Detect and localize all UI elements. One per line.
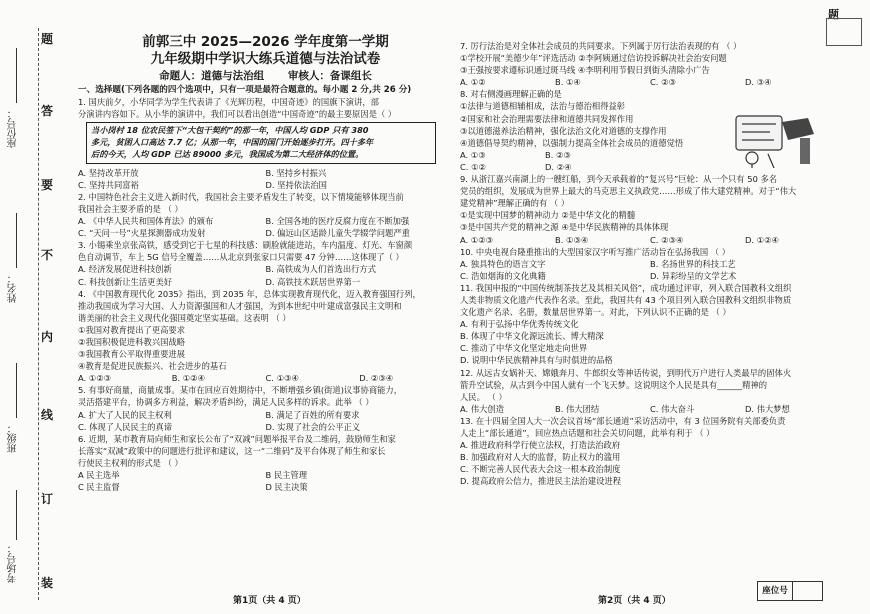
- option[interactable]: C. 体现了人民民主的真谛: [78, 421, 173, 432]
- statement-item: ①学校开展“美德少年”评选活动 ②李阿姨通过信访投诉解决社会治安问题: [460, 53, 727, 64]
- exam-room-field: 考场号：: [8, 543, 19, 583]
- option[interactable]: A. 推进政府科学行使立法权，打造法治政府: [460, 440, 621, 451]
- option[interactable]: C. 不断完善人民代表大会这一根本政治制度: [460, 464, 621, 475]
- answer-options: [78, 179, 453, 191]
- question-text: 8. 对右侧漫画理解正确的是: [460, 89, 562, 100]
- question-text: 建党精神”理解正确的有 （ ）: [460, 198, 570, 209]
- name-field: 姓名：: [8, 273, 19, 303]
- option[interactable]: C. 推动了中华文化坚定地走向世界: [460, 343, 588, 354]
- option[interactable]: A. 独具特色的语言文字: [460, 258, 546, 269]
- answer-options: [78, 469, 453, 481]
- binding-strip: [2, 28, 54, 600]
- class-blank[interactable]: [16, 363, 17, 418]
- question-text: 长落实“双减”政策中的问题进行批评和建议，这一“二维码”及平台体现了师生和家长: [78, 445, 386, 456]
- answer-options: [78, 409, 453, 421]
- option[interactable]: C. ①②: [460, 161, 486, 172]
- statement-item: ③是中国共产党的精神之源 ④是中华民族精神的具体体现: [460, 222, 669, 233]
- corner-mark: 题: [828, 8, 839, 21]
- statement-item: ①我国对教育提出了更高要求: [78, 324, 186, 335]
- option[interactable]: B. 满足了百姓的所有要求: [265, 409, 360, 420]
- page-number-1: 第1页（共 4 页）: [233, 596, 306, 606]
- cartoon-figure-head: [746, 152, 758, 164]
- question-text: 3. 小锡乘坐京张高铁，感受到它于七星的科技感：刷脸就能进站，车内温度、灯光、车窗颜: [78, 240, 413, 251]
- question-text: 5. 有事好商量，商量成事。某市在回应百姓期待中，不断增强乡镇(街道)议事协商能力，: [78, 385, 403, 396]
- option[interactable]: D. 实现了社会的公平正义: [265, 421, 361, 432]
- answer-options: [460, 161, 630, 173]
- statement-item: ②国家和社会治理需要法律和道德共同发挥作用: [460, 113, 634, 124]
- binding-dashed-line: [38, 28, 39, 600]
- exam-credits: [78, 68, 453, 84]
- question-text: 行使民主权利的形式是 （ ）: [78, 457, 183, 468]
- statement-item: ①法律与道德相辅相成，法治与德治相得益彰: [460, 101, 626, 112]
- quote-line: 多元，贫困人口高达 7.7 亿；从那一年，中国的国门开始逐步打开。四十多年: [91, 137, 374, 148]
- statement-item: ④道德倡导契约精神，以强制力提高全体社会成员的道德觉悟: [460, 137, 684, 148]
- page-number-2: 第2页（共 4 页）: [598, 596, 671, 606]
- answer-options: [78, 215, 453, 227]
- option[interactable]: A. ①②③: [460, 234, 494, 245]
- question-text: 4. 《中国教育现代化 2035》指出，到 2035 年，总体实现教育现代化，迈入教育强国行列，: [78, 288, 421, 299]
- option[interactable]: A. 扩大了人民的民主权利: [78, 409, 172, 420]
- option[interactable]: B. ①④: [555, 77, 581, 88]
- option[interactable]: D. 高铁技术跃居世界第一: [265, 276, 361, 287]
- option[interactable]: A. 经济发展促进科技创新: [78, 264, 172, 275]
- cartoon-post: [800, 138, 810, 164]
- binding-word: 不: [40, 248, 53, 262]
- question-text: 人类非物质文化遗产代表作名录。至此，我国共有 43 个项目列入联合国教科文组织非物质: [460, 294, 792, 305]
- option[interactable]: A 民主选举: [78, 470, 120, 481]
- option[interactable]: C 民主监督: [78, 482, 120, 493]
- option[interactable]: C. ①③④: [265, 373, 299, 384]
- question-text: 我国社会主要矛盾的是 （ ）: [78, 203, 183, 214]
- binding-word: 内: [40, 330, 53, 344]
- option[interactable]: C. 浩如烟海的文化典籍: [460, 270, 546, 281]
- answer-options: [78, 227, 453, 239]
- option[interactable]: D. 说明中华民族精神具有与时俱进的品格: [460, 355, 613, 366]
- question-text: 11. 我国申报的“中国传统制茶技艺及其相关风俗”，成功通过评审，列入联合国教科文组织: [460, 282, 792, 293]
- answer-options: [460, 149, 630, 161]
- binding-word: 线: [40, 408, 53, 422]
- seat-number-box[interactable]: [757, 581, 823, 601]
- option[interactable]: D 民主决策: [265, 482, 308, 493]
- seat-number-label: 座位号: [758, 582, 793, 600]
- option[interactable]: D. 偏远山区适龄儿童失学辍学问题严重: [265, 228, 410, 239]
- option[interactable]: A. 《中华人民共和国体育法》的颁布: [78, 216, 214, 227]
- option[interactable]: D. 坚持依法治国: [265, 179, 327, 190]
- option[interactable]: A. 伟大创造: [460, 403, 504, 414]
- binding-word: 装: [40, 576, 53, 590]
- answer-options: [78, 481, 453, 493]
- option[interactable]: B. 坚持乡村振兴: [265, 167, 327, 178]
- question-text: 2. 中国特色社会主义进入新时代，我国社会主要矛盾发生了转变，以下情境能够体现当前: [78, 191, 404, 202]
- question-text: 13. 在十四届全国人大一次会议首场“部长通道”采访活动中，有 3 位国务院有关部委负责: [460, 415, 786, 426]
- option[interactable]: B. 全国各地的医疗反腐力度在不断加强: [265, 216, 410, 227]
- question-text: 6. 近期，某市教育局向师生和家长公布了“双减”问题举报平台及二维码，鼓励师生和家: [78, 433, 396, 444]
- question-text: 推动我国成为学习大国、人力资源强国和人才强国，为到本世纪中叶建成富强民主文明和: [78, 300, 402, 311]
- cartoon-board: [736, 116, 782, 150]
- speech-quote-box: [86, 122, 436, 163]
- author-label: 命题人：道德与法治组: [159, 70, 265, 82]
- question-text: 1. 国庆前夕，小华同学为学生代表讲了《光辉历程，中国奇迹》的国旗下演讲，部: [78, 97, 379, 108]
- statement-item: ③王强按要求遵标识通过斑马线 ④李明利用节假日到街头清除小广告: [460, 65, 710, 76]
- option[interactable]: B. ①②④: [171, 373, 206, 384]
- quote-line: 后的今天，人均 GDP 已达 89000 多元，我国成为第二大经济体的位置。: [91, 148, 364, 159]
- binding-word: 题: [40, 32, 53, 46]
- section-heading: 一、选择题(下列各题的四个选项中，只有一项是最符合题意的。每小题 2 分,共 26 分): [78, 85, 412, 95]
- question-text: 灵活搭建平台，协调多方利益，解决矛盾纠纷，满足人民多样的诉求。此举 （ ）: [78, 397, 374, 408]
- answer-options: [78, 372, 453, 384]
- option[interactable]: B. 加强政府对人大的监督，防止权力的滥用: [460, 452, 621, 463]
- option[interactable]: D. 提高政府公信力，推进民主法治建设进程: [460, 476, 622, 487]
- option[interactable]: B. 名扬世界的科技工艺: [650, 258, 736, 269]
- exam-room-blank[interactable]: [16, 490, 17, 540]
- page-1-column: [78, 34, 453, 493]
- binding-word: 要: [40, 178, 53, 192]
- option[interactable]: B. 高铁成为人们首选出行方式: [265, 264, 377, 275]
- binding-word: 订: [40, 492, 53, 506]
- question-text: 人民。 （ ）: [460, 391, 507, 402]
- answer-options: [78, 263, 453, 275]
- question-text: 文化遗产名录、名册，数量居世界第一。对此，下列认识不正确的是 （ ）: [460, 307, 731, 318]
- option[interactable]: B. 体现了中华文化源远流长、博大精深: [460, 331, 604, 342]
- option[interactable]: C. ②③④: [650, 234, 684, 245]
- question-text: 10. 中央电视台隆重推出的大型国家汉字听写推广活动旨在弘扬我国 （ ）: [460, 246, 731, 257]
- statement-item: ②我国积极促进科教兴国战略: [78, 336, 186, 347]
- question-text: 分演讲内容如下。从小华的演讲中，我们可以看出创造“中国奇迹”的最主要原因是（ ）: [78, 109, 397, 120]
- answer-options: [78, 421, 453, 433]
- question-text: 7. 厉行法治是对全体社会成员的共同要求。下列属于厉行法治表现的有 （ ）: [460, 41, 742, 51]
- answer-options: [460, 270, 840, 282]
- question-text: 9. 从浙江嘉兴南湖上的一艘红船，到今天承载着的“复兴号”巨轮：从一个只有 50 多名: [460, 174, 778, 185]
- option[interactable]: A. ①②③: [78, 373, 112, 384]
- option[interactable]: B. ②③: [545, 149, 571, 160]
- option[interactable]: D. ②③④: [359, 373, 394, 384]
- cartoon-hammer: [782, 118, 814, 140]
- option[interactable]: A. 有利于弘扬中华优秀传统文化: [460, 319, 579, 330]
- statement-item: ④教育是促进民族振兴、社会进步的基石: [78, 361, 227, 372]
- option[interactable]: D. 伟大梦想: [745, 403, 790, 414]
- class-field: 班级：: [8, 423, 19, 453]
- answer-options: [460, 76, 840, 88]
- answer-options: [460, 234, 840, 246]
- option[interactable]: A. 坚持改革开放: [78, 167, 139, 178]
- option[interactable]: B. ①③④: [555, 234, 589, 245]
- page-2-column: [460, 40, 840, 487]
- statement-item: ③我国教育公平取得重要进展: [78, 349, 186, 360]
- question-text: 人走上“部长通道”，回应热点话题和社会关切问题，此举有利于 （ ）: [460, 428, 715, 438]
- option[interactable]: D. ①②④: [745, 234, 779, 245]
- quote-line: 当小岗村 18 位农民签下“大包干契约”的那一年，中国人均 GDP 只有 380: [91, 125, 369, 136]
- exam-subtitle: 九年级期中学识大练兵道德与法治试卷: [150, 51, 381, 67]
- option[interactable]: C. “天问一号”火星探测器成功发射: [78, 228, 206, 239]
- answer-options: [460, 258, 840, 270]
- option[interactable]: D. 异彩纷呈的文学艺术: [650, 270, 737, 281]
- option[interactable]: D. ②④: [545, 161, 572, 172]
- option[interactable]: C. ②③: [650, 77, 676, 88]
- statement-item: ①是实现中国梦的精神动力 ②是中华文化的精髓: [460, 210, 636, 221]
- option[interactable]: B 民主管理: [265, 470, 308, 481]
- option[interactable]: B. 伟大团结: [555, 403, 600, 414]
- statement-item: ③以道德滋养法治精神，强化法治文化对道德的支撑作用: [460, 125, 667, 136]
- binding-word: 答: [40, 104, 53, 118]
- question-text: 色自动调节，车上 5G 信号全覆盖……从北京到张家口只需要 47 分钟……这体现了（ ）: [78, 252, 404, 263]
- question-text: 党员的组织，发展成为世界上最大的马克思主义执政党……形成了伟大建党精神。对于“伟大: [460, 186, 797, 197]
- seat-number-blank[interactable]: [16, 48, 17, 103]
- question-text: 12. 从远古女娲补天、嫦娥奔月、牛郎织女等神话传说，到明代万户进行人类最早的固体火: [460, 367, 792, 378]
- option[interactable]: C. 坚持共同富裕: [78, 179, 139, 190]
- answer-options: [78, 167, 453, 179]
- question-text: 谐美丽的社会主义现代化强国奠定坚实基础。这表明 （ ）: [78, 312, 291, 323]
- seat-number-field: 座位号：: [8, 108, 19, 148]
- answer-options: [78, 276, 453, 288]
- question-text: 箭升空试验，从古到今中国人就有一个飞天梦。这说明这个人民是具有______精神的: [460, 379, 767, 390]
- option[interactable]: A. ①③: [460, 149, 486, 160]
- option[interactable]: A. ①②: [460, 77, 486, 88]
- answer-options: [460, 403, 840, 415]
- name-blank[interactable]: [16, 213, 17, 268]
- option[interactable]: C. 伟大奋斗: [650, 403, 695, 414]
- option[interactable]: C. 科技创新让生活更美好: [78, 276, 173, 287]
- exam-title: 前郭三中 2025—2026 学年度第一学期: [142, 34, 389, 50]
- cartoon-illustration: [728, 110, 828, 168]
- reviewer-label: 审核人：备课组长: [287, 70, 372, 82]
- cartoon-figure-body: [752, 154, 774, 168]
- option[interactable]: D. ③④: [745, 77, 772, 88]
